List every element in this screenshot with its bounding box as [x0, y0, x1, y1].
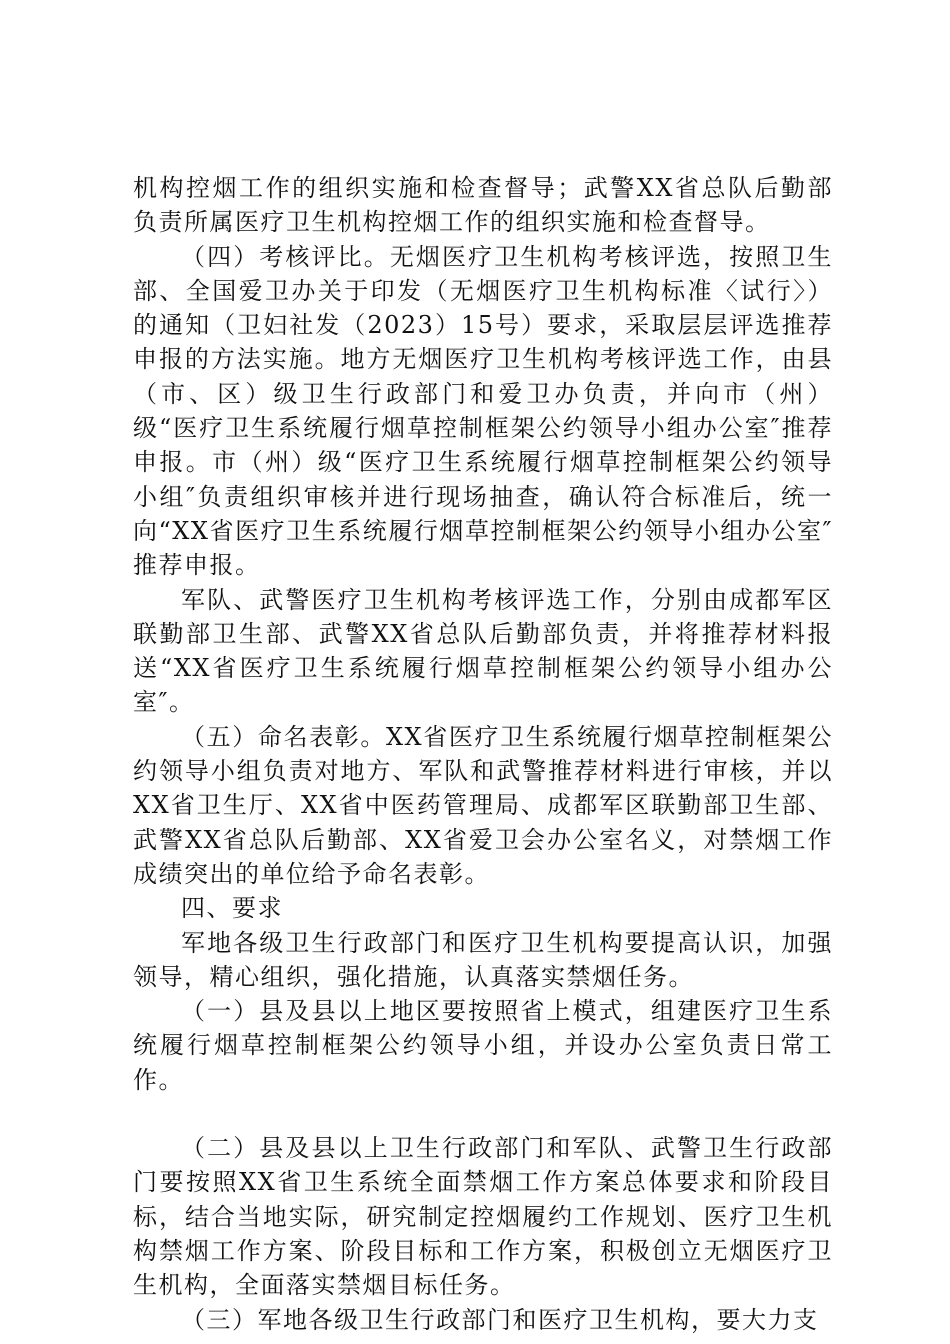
paragraph-5: 军地各级卫生行政部门和医疗卫生机构要提高认识，加强领导，精心组织，强化措施，认真落实禁烟任务。	[133, 928, 833, 991]
paragraph-spacer	[133, 1097, 833, 1131]
paragraph-8: （三）军地各级卫生行政部门和医疗卫生机构，要大力支	[181, 1305, 819, 1334]
paragraph-1: 机构控烟工作的组织实施和检查督导；武警XX省总队后勤部负责所属医疗卫生机构控烟工作的组织实施和检查督导。	[133, 174, 833, 237]
paragraph-7: （二）县及县以上卫生行政部门和军队、武警卫生行政部门要按照XX省卫生系统全面禁烟工作方案总体要求和阶段目标，结合当地实际，研究制定控烟履约工作规划、医疗卫生机构禁烟工作方案、阶段目标和工作方案，积极创立无烟医疗卫生机构，全面落实禁烟目标任务。	[133, 1134, 833, 1300]
section-heading-requirements: 四、要求	[181, 894, 283, 923]
paragraph-6: （一）县及县以上地区要按照省上模式，组建医疗卫生系统履行烟草控制框架公约领导小组，并设办公室负责日常工作。	[133, 997, 833, 1094]
paragraph-2: （四）考核评比。无烟医疗卫生机构考核评选，按照卫生部、全国爱卫办关于印发（无烟医疗卫生机构标准〈试行〉）的通知（卫妇社发（2023）15号）要求，采取层层评选推荐申报的方法实施。地方无烟医疗卫生机构考核评选工作，由县（市、区）级卫生行政部门和爱卫办负责，并向市（州）级“医疗卫生系统履行烟草控制框架公约领导小组办公室″推荐申报。市（州）级“医疗卫生系统履行烟草控制框架公约领导小组″负责组织审核并进行现场抽查，确认符合标准后，统一向“XX省医疗卫生系统履行烟草控制框架公约领导小组办公室″推荐申报。	[133, 242, 833, 580]
document-body	[133, 171, 833, 1337]
paragraph-4: （五）命名表彰。XX省医疗卫生系统履行烟草控制框架公约领导小组负责对地方、军队和武警推荐材料进行审核，并以XX省卫生厅、XX省中医药管理局、成都军区联勤部卫生部、武警XX省总队后勤部、XX省爱卫会办公室名义，对禁烟工作成绩突出的单位给予命名表彰。	[133, 722, 833, 888]
paragraph-3: 军队、武警医疗卫生机构考核评选工作，分别由成都军区联勤部卫生部、武警XX省总队后勤部负责，并将推荐材料报送“XX省医疗卫生系统履行烟草控制框架公约领导小组办公室″。	[133, 585, 833, 717]
